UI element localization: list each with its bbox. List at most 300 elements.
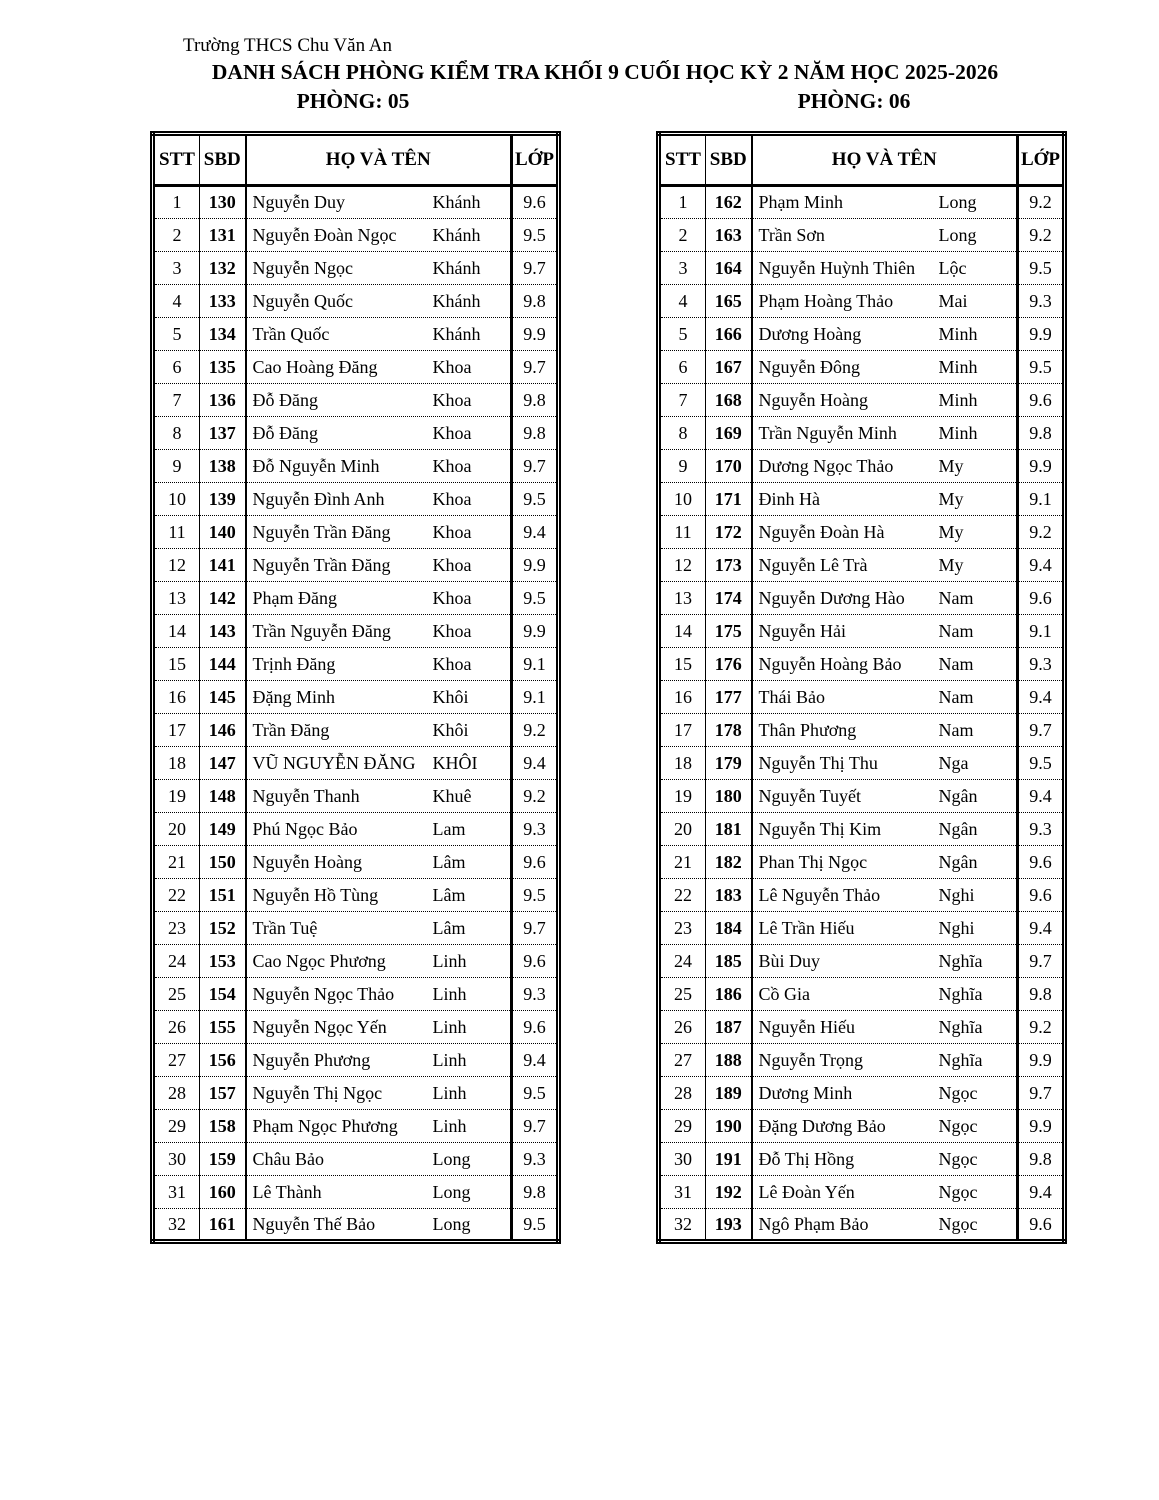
student-name [752, 483, 1018, 516]
student-class: 9.3 [1018, 648, 1065, 681]
student-index: 26 [659, 1011, 706, 1044]
student-index: 31 [153, 1176, 200, 1209]
student-exam-number: 190 [706, 1110, 752, 1143]
student-exam-number: 140 [200, 516, 246, 549]
student-row [153, 648, 559, 681]
column-header-sbd: SBD [706, 134, 752, 186]
student-family-name: Cồ Gia [758, 983, 810, 1004]
student-name [752, 252, 1018, 285]
student-exam-number: 145 [200, 681, 246, 714]
student-row [659, 450, 1065, 483]
student-class: 9.8 [512, 1176, 559, 1209]
student-index: 7 [659, 384, 706, 417]
student-class: 9.3 [512, 1143, 559, 1176]
student-name [752, 945, 1018, 978]
room-labels-row [150, 87, 1060, 115]
student-row [153, 318, 559, 351]
student-row [659, 219, 1065, 252]
student-index: 12 [659, 549, 706, 582]
student-given-name: Khánh [432, 192, 481, 212]
student-index: 2 [153, 219, 200, 252]
student-name [752, 681, 1018, 714]
student-given-name: Nghi [938, 917, 975, 938]
student-name [246, 747, 512, 780]
student-class: 9.9 [512, 318, 559, 351]
student-name [752, 879, 1018, 912]
student-exam-number: 143 [200, 615, 246, 648]
room-06-table-header [659, 134, 1065, 186]
student-given-name: Linh [432, 1016, 467, 1037]
student-exam-number: 188 [706, 1044, 752, 1077]
student-name [246, 846, 512, 879]
student-given-name: Khoa [432, 488, 472, 509]
room-05-table-header [153, 134, 559, 186]
student-name [246, 417, 512, 450]
student-name [246, 1143, 512, 1176]
student-given-name: Ngân [938, 785, 978, 806]
student-family-name: Nguyễn Đoàn Ngọc [252, 224, 397, 245]
student-index: 21 [153, 846, 200, 879]
student-index: 22 [659, 879, 706, 912]
student-index: 2 [659, 219, 706, 252]
student-exam-number: 137 [200, 417, 246, 450]
student-family-name: Phan Thị Ngọc [758, 851, 868, 872]
student-row [659, 318, 1065, 351]
student-class: 9.1 [512, 681, 559, 714]
student-row [659, 516, 1065, 549]
student-family-name: Nguyễn Lê Trà [758, 554, 868, 575]
student-family-name: Đặng Dương Bảo [758, 1115, 886, 1136]
student-index: 18 [153, 747, 200, 780]
student-family-name: Trần Nguyễn Minh [758, 422, 897, 443]
student-class: 9.4 [1018, 681, 1065, 714]
document-title: DANH SÁCH PHÒNG KIỂM TRA KHỐI 9 CUỐI HỌC KỲ 2 NĂM HỌC 2025-2026 [211, 60, 999, 84]
student-name [246, 714, 512, 747]
student-class: 9.1 [512, 648, 559, 681]
student-row [659, 351, 1065, 384]
student-row [659, 846, 1065, 879]
student-family-name: Nguyễn Huỳnh Thiên [758, 257, 916, 278]
student-exam-number: 154 [200, 978, 246, 1011]
student-class: 9.9 [512, 615, 559, 648]
student-name [752, 714, 1018, 747]
student-class: 9.2 [512, 780, 559, 813]
student-row [659, 615, 1065, 648]
student-family-name: Lê Trần Hiếu [758, 917, 855, 938]
student-index: 32 [659, 1209, 706, 1242]
student-given-name: Nam [938, 719, 974, 740]
student-row [153, 846, 559, 879]
student-exam-number: 170 [706, 450, 752, 483]
student-class: 9.8 [1018, 1143, 1065, 1176]
student-name [246, 912, 512, 945]
student-index: 14 [659, 615, 706, 648]
student-exam-number: 162 [706, 186, 752, 219]
student-row [659, 1209, 1065, 1242]
student-name [246, 1011, 512, 1044]
student-name [246, 615, 512, 648]
student-exam-number: 173 [706, 549, 752, 582]
student-row [153, 879, 559, 912]
student-index: 16 [659, 681, 706, 714]
student-class: 9.3 [1018, 813, 1065, 846]
student-name [246, 549, 512, 582]
student-given-name: Khánh [432, 290, 481, 311]
student-exam-number: 133 [200, 285, 246, 318]
student-row [659, 879, 1065, 912]
student-exam-number: 138 [200, 450, 246, 483]
student-family-name: Dương Ngọc Thảo [758, 455, 894, 476]
student-given-name: Nghĩa [938, 1016, 983, 1037]
student-exam-number: 181 [706, 813, 752, 846]
student-row [153, 978, 559, 1011]
student-class: 9.6 [1018, 879, 1065, 912]
room-label-05: PHÒNG: 05 [296, 89, 410, 113]
student-class: 9.9 [512, 549, 559, 582]
student-class: 9.2 [512, 714, 559, 747]
student-given-name: Linh [432, 1049, 467, 1070]
student-name [752, 351, 1018, 384]
student-exam-number: 146 [200, 714, 246, 747]
student-name [752, 384, 1018, 417]
student-name [246, 186, 512, 219]
student-class: 9.5 [1018, 252, 1065, 285]
student-row [153, 813, 559, 846]
column-header-stt: STT [153, 134, 200, 186]
student-class: 9.5 [523, 1213, 546, 1234]
student-given-name: Ngọc [938, 1082, 978, 1103]
student-index: 22 [153, 879, 200, 912]
student-row [659, 747, 1065, 780]
student-family-name: Đặng Minh [252, 686, 335, 707]
student-class: 9.4 [1018, 780, 1065, 813]
student-class: 9.7 [512, 1110, 559, 1143]
student-name [246, 945, 512, 978]
student-exam-number: 165 [706, 285, 752, 318]
student-given-name: Lam [432, 818, 466, 839]
student-name [246, 879, 512, 912]
student-row [153, 1176, 559, 1209]
student-class: 9.7 [512, 912, 559, 945]
student-given-name: Khôi [432, 686, 469, 707]
student-exam-number: 131 [200, 219, 246, 252]
student-index: 29 [659, 1110, 706, 1143]
student-given-name: Long [938, 224, 977, 245]
student-family-name: Dương Hoàng [758, 323, 862, 344]
student-name [752, 582, 1018, 615]
student-row [659, 648, 1065, 681]
student-name [752, 1011, 1018, 1044]
student-class: 9.6 [512, 846, 559, 879]
student-row [153, 780, 559, 813]
student-exam-number: 130 [200, 186, 246, 219]
student-index: 19 [659, 780, 706, 813]
student-exam-number: 186 [706, 978, 752, 1011]
student-index: 20 [153, 813, 200, 846]
student-exam-number: 161 [200, 1209, 246, 1242]
student-index: 3 [659, 252, 706, 285]
column-header-sbd: SBD [200, 134, 246, 186]
student-name [752, 747, 1018, 780]
student-family-name: Phạm Đăng [252, 587, 337, 608]
student-index: 25 [659, 978, 706, 1011]
student-name [246, 516, 512, 549]
room-06-table [656, 131, 1067, 1244]
student-exam-number: 147 [200, 747, 246, 780]
student-family-name: Nguyễn Tuyết [758, 785, 862, 806]
student-row [659, 1077, 1065, 1110]
student-class: 9.8 [512, 285, 559, 318]
student-name [246, 285, 512, 318]
student-given-name: Nghĩa [938, 1049, 983, 1070]
student-family-name: Nguyễn Thanh [252, 785, 360, 806]
student-index: 21 [659, 846, 706, 879]
student-family-name: Đỗ Nguyễn Minh [252, 455, 380, 476]
student-row [153, 516, 559, 549]
student-name [752, 219, 1018, 252]
student-index: 14 [153, 615, 200, 648]
student-exam-number: 167 [706, 351, 752, 384]
student-family-name: Lê Thành [252, 1181, 322, 1202]
student-index: 11 [153, 516, 200, 549]
student-class: 9.2 [1018, 1011, 1065, 1044]
student-class: 9.6 [512, 1011, 559, 1044]
student-class: 9.7 [1018, 714, 1065, 747]
student-class: 9.6 [1018, 384, 1065, 417]
student-family-name: Dương Minh [758, 1082, 853, 1103]
student-exam-number: 187 [706, 1011, 752, 1044]
student-row [153, 582, 559, 615]
student-class: 9.8 [512, 384, 559, 417]
student-index: 8 [153, 417, 200, 450]
student-index: 19 [153, 780, 200, 813]
student-row [659, 483, 1065, 516]
student-exam-number: 158 [200, 1110, 246, 1143]
student-given-name: Khoa [432, 587, 472, 608]
student-class: 9.4 [1018, 549, 1065, 582]
student-index: 4 [659, 285, 706, 318]
student-family-name: Phạm Minh [758, 192, 844, 212]
student-exam-number: 151 [200, 879, 246, 912]
student-family-name: Trịnh Đăng [252, 653, 336, 674]
student-row [659, 186, 1065, 219]
student-index: 27 [659, 1044, 706, 1077]
student-exam-number: 184 [706, 912, 752, 945]
student-given-name: Khoa [432, 554, 472, 575]
student-family-name: Nguyễn Đoàn Hà [758, 521, 885, 542]
student-row [153, 912, 559, 945]
student-family-name: Cao Hoàng Đăng [252, 356, 378, 377]
student-exam-number: 136 [200, 384, 246, 417]
document-content [150, 0, 1060, 1244]
student-exam-number: 168 [706, 384, 752, 417]
student-family-name: Bùi Duy [758, 950, 821, 971]
student-given-name: Khoa [432, 620, 472, 641]
student-exam-number: 172 [706, 516, 752, 549]
student-name [246, 1209, 512, 1242]
student-row [659, 1044, 1065, 1077]
student-row [153, 1143, 559, 1176]
student-index: 8 [659, 417, 706, 450]
student-name [752, 846, 1018, 879]
school-name: Trường THCS Chu Văn An [183, 35, 392, 56]
student-given-name: KHÔI [432, 752, 478, 773]
student-family-name: Châu Bảo [252, 1148, 324, 1169]
student-given-name: My [938, 521, 964, 542]
student-given-name: Khoa [432, 521, 472, 542]
student-class: 9.3 [512, 813, 559, 846]
student-given-name: Long [432, 1148, 471, 1169]
student-row [153, 1077, 559, 1110]
student-exam-number: 169 [706, 417, 752, 450]
column-header-lop: LỚP [512, 134, 559, 186]
student-row [153, 681, 559, 714]
student-class: 9.7 [512, 351, 559, 384]
student-row [659, 1176, 1065, 1209]
student-class: 9.4 [512, 1044, 559, 1077]
student-exam-number: 185 [706, 945, 752, 978]
student-family-name: Nguyễn Hoàng Bảo [758, 653, 902, 674]
student-exam-number: 179 [706, 747, 752, 780]
student-family-name: Nguyễn Quốc [252, 290, 353, 311]
student-given-name: Long [938, 192, 977, 212]
student-class: 9.9 [1018, 1110, 1065, 1143]
student-given-name: Lâm [432, 851, 466, 872]
student-class: 9.3 [512, 978, 559, 1011]
student-exam-number: 149 [200, 813, 246, 846]
student-family-name: Trần Nguyễn Đăng [252, 620, 391, 641]
student-name [246, 384, 512, 417]
student-class: 9.4 [1018, 1176, 1065, 1209]
student-index: 6 [153, 351, 200, 384]
student-class: 9.1 [1018, 615, 1065, 648]
student-index: 7 [153, 384, 200, 417]
student-family-name: Trần Quốc [252, 323, 330, 344]
student-name [246, 681, 512, 714]
student-index: 17 [153, 714, 200, 747]
student-index: 16 [153, 681, 200, 714]
room-05-rows [153, 186, 559, 1242]
student-exam-number: 150 [200, 846, 246, 879]
student-index: 9 [153, 450, 200, 483]
student-class: 9.5 [512, 879, 559, 912]
student-class: 9.5 [1018, 747, 1065, 780]
student-given-name: Ngọc [938, 1181, 978, 1202]
student-family-name: Thái Bảo [758, 686, 825, 707]
student-index: 17 [659, 714, 706, 747]
student-index: 26 [153, 1011, 200, 1044]
student-given-name: Khuê [432, 785, 472, 806]
student-name [246, 1044, 512, 1077]
student-name [752, 1077, 1018, 1110]
student-family-name: Nguyễn Hải [758, 620, 846, 641]
student-index: 1 [153, 186, 200, 219]
student-name [752, 516, 1018, 549]
student-given-name: Ngọc [938, 1148, 978, 1169]
student-row [659, 252, 1065, 285]
student-name [246, 1110, 512, 1143]
student-index: 5 [153, 318, 200, 351]
student-family-name: Cao Ngọc Phương [252, 950, 386, 971]
student-index: 6 [659, 351, 706, 384]
student-index: 9 [659, 450, 706, 483]
student-family-name: Lê Đoàn Yến [758, 1181, 855, 1202]
student-class: 9.2 [1018, 186, 1065, 219]
student-given-name: Minh [938, 389, 978, 410]
student-class: 9.6 [1018, 846, 1065, 879]
student-row [153, 417, 559, 450]
student-given-name: Nghi [938, 884, 975, 905]
student-exam-number: 164 [706, 252, 752, 285]
header-row [659, 134, 1065, 186]
student-name [246, 483, 512, 516]
student-family-name: Lê Nguyễn Thảo [758, 884, 881, 905]
student-class: 9.5 [512, 483, 559, 516]
student-given-name: Lâm [432, 917, 466, 938]
student-exam-number: 177 [706, 681, 752, 714]
student-class: 9.6 [1029, 1213, 1052, 1234]
tables-row [150, 131, 1060, 1244]
student-index: 28 [659, 1077, 706, 1110]
student-exam-number: 166 [706, 318, 752, 351]
student-index: 28 [153, 1077, 200, 1110]
student-index: 30 [153, 1143, 200, 1176]
student-row [153, 714, 559, 747]
student-row [153, 252, 559, 285]
student-family-name: Nguyễn Hoàng [758, 389, 868, 410]
student-index: 24 [659, 945, 706, 978]
student-index: 23 [659, 912, 706, 945]
student-index: 5 [659, 318, 706, 351]
student-name [246, 1176, 512, 1209]
student-given-name: Ngân [938, 818, 978, 839]
student-index: 13 [659, 582, 706, 615]
student-row [659, 417, 1065, 450]
student-class: 9.9 [1018, 318, 1065, 351]
student-given-name: Khánh [432, 257, 481, 278]
student-name [246, 648, 512, 681]
student-index: 25 [153, 978, 200, 1011]
student-family-name: Nguyễn Hoàng [252, 851, 362, 872]
student-name [752, 450, 1018, 483]
student-index: 23 [153, 912, 200, 945]
student-index: 24 [153, 945, 200, 978]
student-given-name: Minh [938, 422, 978, 443]
student-given-name: Long [432, 1181, 471, 1202]
student-given-name: Minh [938, 323, 978, 344]
student-name [752, 912, 1018, 945]
student-name [752, 780, 1018, 813]
student-name [246, 318, 512, 351]
student-given-name: Nam [938, 686, 974, 707]
student-row [659, 681, 1065, 714]
student-family-name: Nguyễn Ngọc Yến [252, 1016, 387, 1037]
student-family-name: Nguyễn Thế Bảo [252, 1213, 376, 1234]
student-name [752, 648, 1018, 681]
student-class: 9.5 [512, 1077, 559, 1110]
student-exam-number: 152 [200, 912, 246, 945]
student-class: 9.2 [1018, 516, 1065, 549]
student-given-name: Nam [938, 620, 974, 641]
student-exam-number: 180 [706, 780, 752, 813]
student-index: 3 [153, 252, 200, 285]
student-exam-number: 160 [200, 1176, 246, 1209]
student-index: 10 [659, 483, 706, 516]
student-name [246, 252, 512, 285]
student-row [153, 351, 559, 384]
student-given-name: Khôi [432, 719, 469, 740]
student-exam-number: 156 [200, 1044, 246, 1077]
